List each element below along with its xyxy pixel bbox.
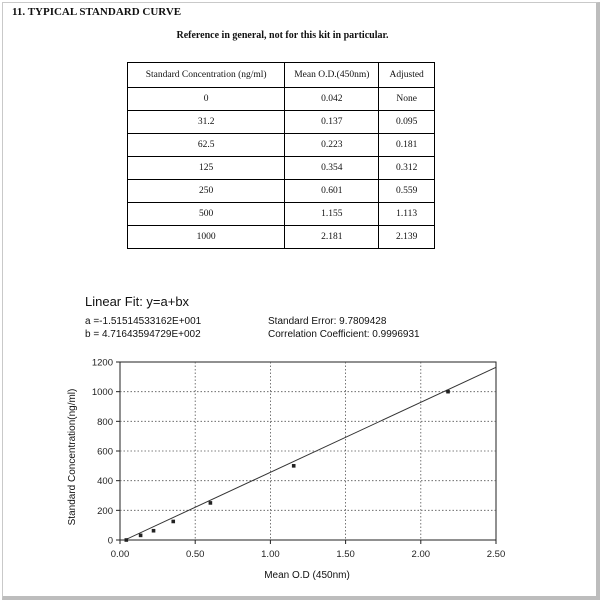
x-tick-label: 2.00: [411, 549, 431, 560]
y-tick-label: 0: [107, 535, 113, 547]
data-point: [446, 390, 450, 394]
cell-mean-od: 0.223: [285, 134, 379, 157]
y-tick-label: 800: [97, 416, 113, 428]
x-tick-label: 1.00: [261, 549, 280, 560]
y-tick-label: 200: [97, 505, 113, 517]
x-axis-label: Mean O.D (450nm): [264, 570, 350, 581]
data-point: [209, 501, 213, 505]
reference-note: Reference in general, not for this kit in particular.: [176, 30, 389, 41]
table-row: [128, 226, 435, 249]
y-tick-label: 1200: [91, 357, 113, 369]
fit-std-error: Standard Error: 9.7809428: [268, 316, 387, 327]
cell-adjusted: 1.113: [379, 203, 435, 226]
section-title: 11. TYPICAL STANDARD CURVE: [12, 6, 182, 18]
fit-correlation: Correlation Coefficient: 0.9996931: [268, 329, 420, 340]
cell-mean-od: 2.181: [285, 226, 379, 249]
standard-curve-chart: [60, 292, 510, 592]
cell-concentration: 250: [128, 180, 285, 203]
cell-mean-od: 0.042: [285, 88, 379, 111]
x-tick-label: 0.50: [185, 549, 205, 560]
cell-concentration: 62.5: [128, 134, 285, 157]
cell-concentration: 31.2: [128, 111, 285, 134]
table-header-row: [128, 63, 435, 88]
table-row: [128, 88, 435, 111]
cell-mean-od: 0.354: [285, 157, 379, 180]
data-point: [125, 538, 129, 542]
fit-title: Linear Fit: y=a+bx: [85, 294, 190, 309]
cell-adjusted: 0.559: [379, 180, 435, 203]
cell-concentration: 0: [128, 88, 285, 111]
y-axis-label: Standard Concentration(ng/ml): [67, 388, 78, 526]
table-row: [128, 111, 435, 134]
fit-line: [125, 367, 496, 540]
x-tick-label: 1.50: [336, 549, 355, 560]
fit-param-b: b = 4.71643594729E+002: [85, 329, 201, 340]
cell-adjusted: 2.139: [379, 226, 435, 249]
cell-concentration: 125: [128, 157, 285, 180]
y-tick-label: 1000: [91, 387, 113, 399]
cell-mean-od: 0.601: [285, 180, 379, 203]
x-tick-label: 2.50: [486, 549, 506, 560]
y-tick-label: 400: [97, 476, 113, 488]
header-adjusted: Adjusted: [379, 63, 435, 88]
table-row: [128, 134, 435, 157]
data-point: [139, 534, 143, 538]
table-row: [128, 180, 435, 203]
cell-concentration: 1000: [128, 226, 285, 249]
standard-table: [127, 62, 435, 249]
cell-mean-od: 0.137: [285, 111, 379, 134]
cell-adjusted: 0.312: [379, 157, 435, 180]
chart-plot: [60, 292, 510, 592]
table-row: [128, 203, 435, 226]
data-point: [171, 520, 175, 524]
table-row: [128, 157, 435, 180]
data-point: [292, 464, 296, 468]
y-tick-label: 600: [97, 446, 113, 458]
header-concentration: Standard Concentration (ng/ml): [128, 63, 285, 88]
cell-concentration: 500: [128, 203, 285, 226]
cell-mean-od: 1.155: [285, 203, 379, 226]
cell-adjusted: 0.181: [379, 134, 435, 157]
cell-adjusted: None: [379, 88, 435, 111]
x-tick-label: 0.00: [110, 549, 130, 560]
fit-param-a: a =-1.51514533162E+001: [85, 316, 202, 327]
cell-adjusted: 0.095: [379, 111, 435, 134]
data-point: [152, 529, 156, 533]
header-mean-od: Mean O.D.(450nm): [285, 63, 379, 88]
